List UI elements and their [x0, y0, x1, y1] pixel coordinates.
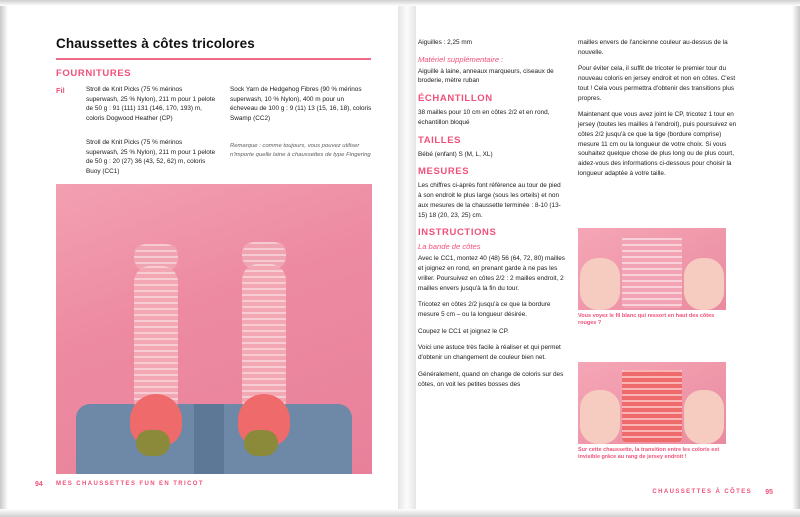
yarn-remark: Remarque : comme toujours, vous pouvez utiliser n'importe quelle laine à chaussettes de type Fingering [230, 143, 371, 158]
label-fil: Fil [56, 86, 65, 95]
page-title: Chaussettes à côtes tricolores [56, 36, 255, 51]
photo-hands-ribbing-2 [578, 362, 726, 444]
yarn-paragraph-2: Sock Yarn de Hedgehog Fibres (90 % mérinos superwash, 10 % Nylon), 400 m pour un écheveau de 100 g : 9 (11) 13 (15, 16, 18), coloris Swamp (CC2) [230, 86, 372, 122]
needles-text: Aiguilles : 2,25 mm [418, 39, 472, 46]
column2-paragraph-2: Pour éviter cela, il suffit de tricoter le premier tour du nouveau coloris en jersey endroit et non en côtes. C'est tout ! Cela vous permettra d'obtenir des transitions plus propres. [578, 65, 736, 102]
extra-material-text: Aiguille à laine, anneaux marqueurs, ciseaux de broderie, mètre ruban [418, 67, 554, 85]
instructions-paragraph-3: Coupez le CC1 et joignez le CP. [418, 327, 509, 335]
photo-hands-ribbing-1 [578, 228, 726, 310]
running-footer-right: CHAUSSETTES À CÔTES [652, 489, 752, 495]
left-page [8, 6, 398, 509]
instructions-paragraph-2: Tricotez en côtes 2/2 jusqu'à ce que la bordure mesure 5 cm – ou la longueur désirée. [418, 301, 551, 319]
instructions-paragraph-5: Généralement, quand on change de coloris sur des côtes, on voit les petites bosses des [418, 370, 564, 388]
extra-material-subheading: Matériel supplémentaire : [418, 54, 504, 64]
running-footer-left: MES CHAUSSETTES FUN EN TRICOT [56, 481, 204, 487]
column2-paragraph-3: Maintenant que vous avez joint le CP, tricotez 1 tour en jersey (toutes les mailles à l'endroit), puis poursuivez en côtes 2/2 jusqu'à ce que la tige (bordure comprise) mesure 11 cm ou la longueur de votre choix. Si vous souhaitez quelque chose de plus long ou de plus court, aidez-vous des informations ci-dessous pour choisir la longueur adaptée à votre taille. [578, 111, 737, 177]
instructions-paragraph-4: Voici une astuce très facile à réaliser et qui permet d'obtenir un changement de couleur bien net. [418, 344, 561, 362]
subheading-bande-de-cotes: La bande de côtes [418, 242, 481, 252]
heading-instructions: INSTRUCTIONS [418, 227, 497, 239]
yarn-paragraph-1: Stroll de Knit Picks (75 % mérinos superwash, 25 % Nylon), 211 m pour 1 pelote de 50 g : 91 (111) 131 (146, 170, 193) m, coloris Dogwood Heather (CP) [86, 86, 216, 122]
section-heading-fournitures: FOURNITURES [56, 68, 132, 79]
folio-left: 94 [35, 481, 43, 488]
book-edge-bottom [0, 509, 800, 517]
photo-caption-2: Sur cette chaussette, la transition entre les coloris est invisible grâce au rang de jersey endroit ! [578, 447, 720, 461]
main-photo-socks [56, 184, 372, 474]
book-edge-left [0, 0, 8, 517]
instructions-paragraph-1: Avec le CC1, montez 40 (48) 56 (64, 72, 80) mailles et joignez en rond, en prenant garde à ne pas les vriller. Poursuivez en côtes 2/2 : 2 mailles endroit, 2 mailles envers jusqu'à la fin du tour. [418, 255, 565, 292]
book-edge-right [792, 0, 800, 517]
echantillon-text: 38 mailles pour 10 cm en côtes 2/2 et en rond, échantillon bloqué [418, 109, 550, 126]
book-edge-top [0, 0, 800, 6]
heading-mesures: MESURES [418, 166, 470, 178]
yarn-paragraph-3: Stroll de Knit Picks (75 % mérinos superwash, 25 % Nylon), 211 m pour 1 pelote de 50 g : 20 (27) 36 (43, 52, 62) m, coloris Buoy (CC1) [86, 139, 216, 175]
photo-caption-1: Vous voyez le fil blanc qui ressort en haut des côtes rouges ? [578, 313, 715, 327]
tailles-text: Bébé (enfant) S (M, L, XL) [418, 150, 493, 158]
right-column-1 [418, 38, 566, 396]
folio-right: 95 [765, 489, 773, 496]
photo-jeans [76, 404, 352, 474]
right-column-2 [578, 38, 738, 186]
heading-tailles: TAILLES [418, 134, 462, 146]
title-divider [56, 58, 371, 60]
heading-echantillon: ÉCHANTILLON [418, 93, 493, 105]
mesures-text: Les chiffres ci-après font référence au tour de pied à son endroit le plus large (sous les orteils) et non aux mesures de la chaussette terminée : 8-10 (13-15) 18 (20, 23, 25) cm. [418, 182, 561, 219]
column2-paragraph-1: mailles envers de l'ancienne couleur au-dessus de la nouvelle. [578, 39, 728, 56]
